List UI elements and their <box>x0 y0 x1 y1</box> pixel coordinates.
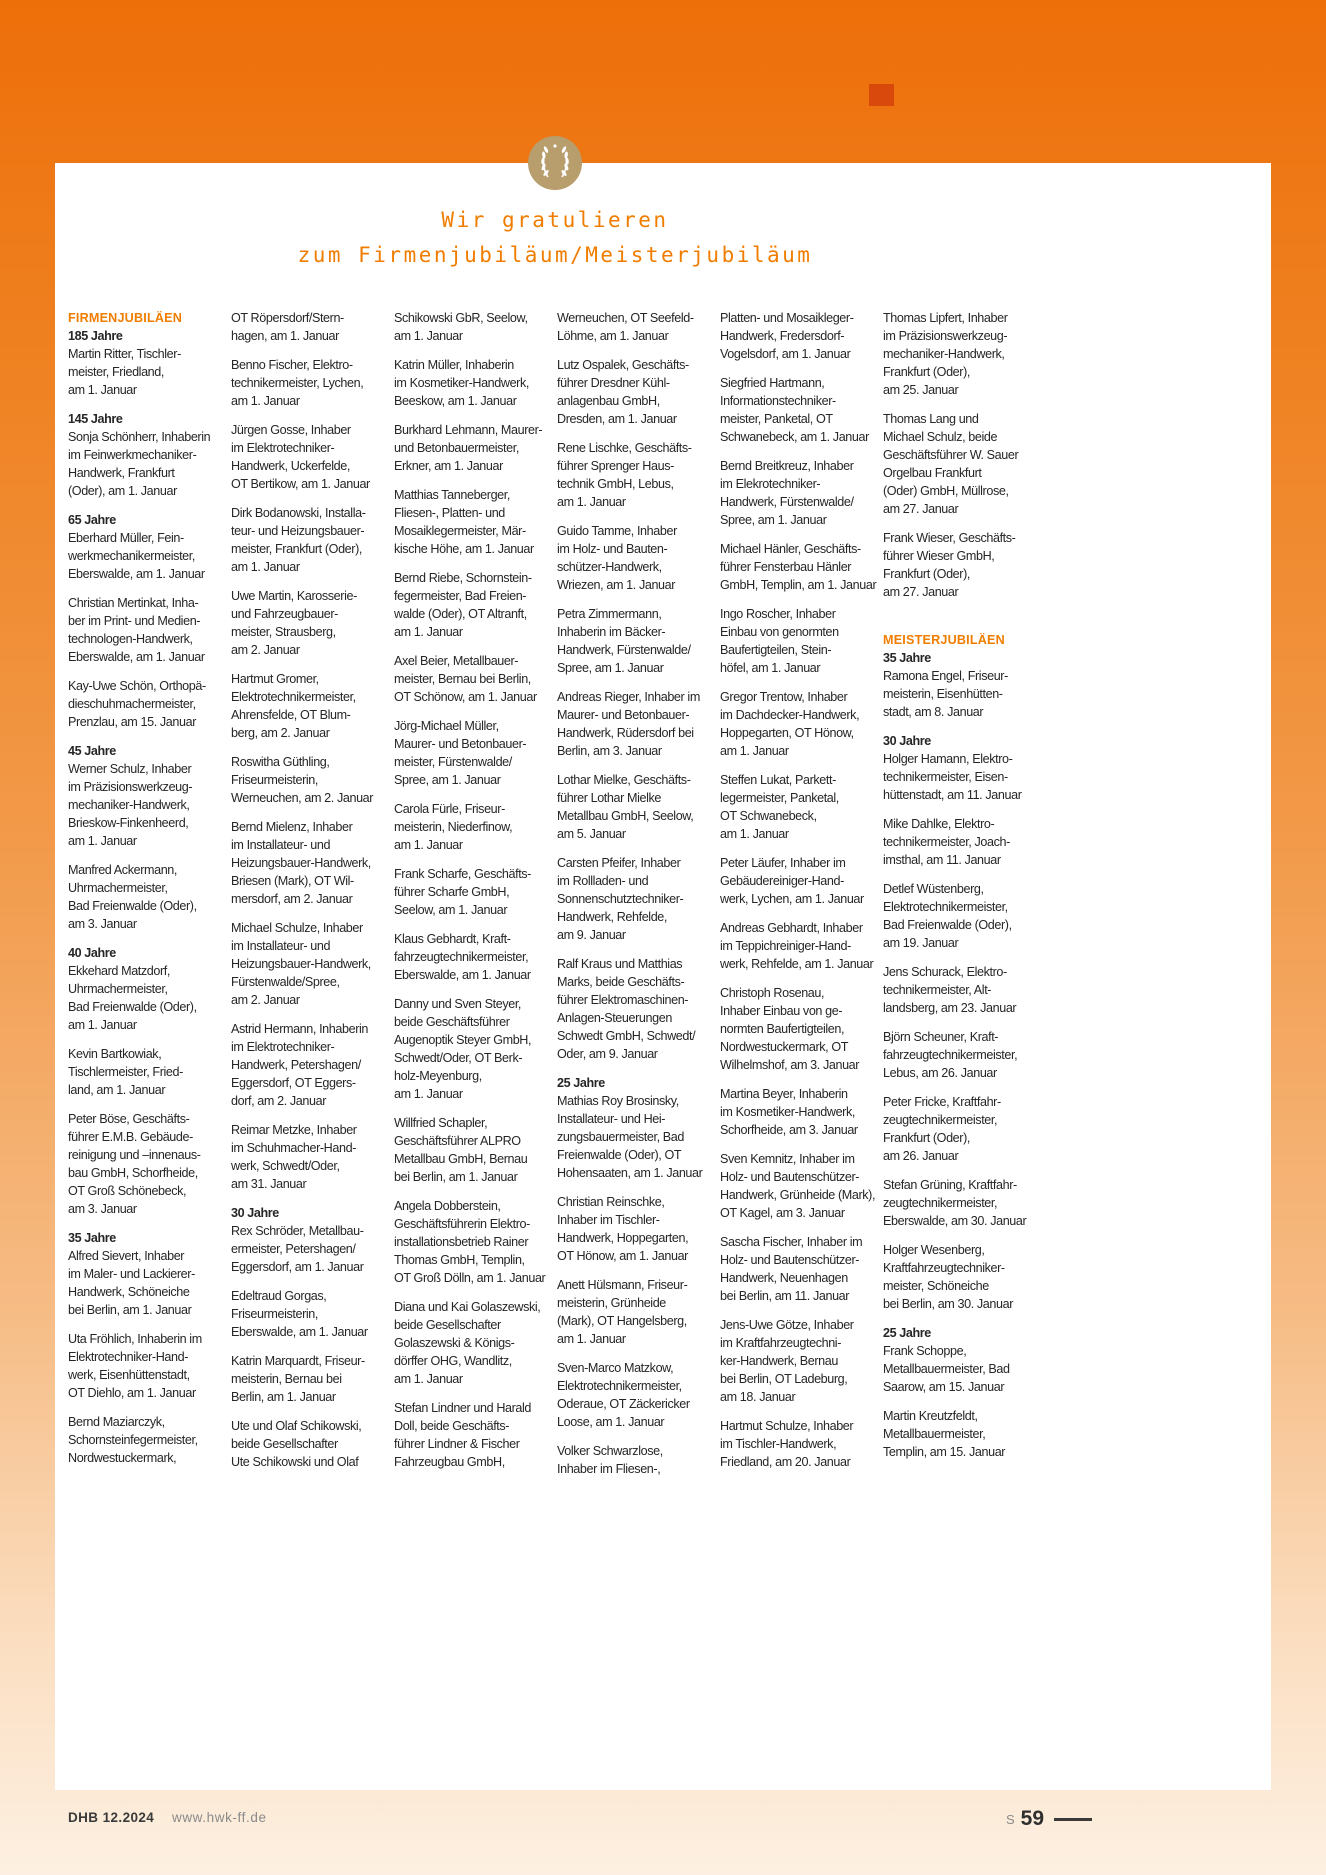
jubilee-entry: Holger Hamann, Elektro- technikermeister, Eisen- hüttenstadt, am 11. Januar <box>883 752 1022 802</box>
jubilee-entry: OT Röpersdorf/Stern- hagen, am 1. Januar <box>231 311 344 343</box>
jubilee-entry: Ekkehard Matzdorf, Uhrmachermeister, Bad Freienwalde (Oder), am 1. Januar <box>68 964 197 1032</box>
jubilee-entry: Frank Schoppe, Metallbauermeister, Bad Saarow, am 15. Januar <box>883 1344 1010 1394</box>
text-column <box>557 309 703 1489</box>
jubilee-entry: Peter Läufer, Inhaber im Gebäudereiniger-Hand- werk, Lychen, am 1. Januar <box>720 856 864 906</box>
jubilee-columns <box>68 309 1042 1489</box>
jubilee-entry: Detlef Wüstenberg, Elektrotechnikermeister, Bad Freienwalde (Oder), am 19. Januar <box>883 882 1012 950</box>
years-header: 25 Jahre <box>883 1326 931 1340</box>
jubilee-entry: Uwe Martin, Karosserie- und Fahrzeugbauer- meister, Strausberg, am 2. Januar <box>231 589 357 657</box>
magazine-issue: DHB 12.2024 <box>68 1810 155 1825</box>
jubilee-entry: Guido Tamme, Inhaber im Holz- und Bauten- schützer-Handwerk, Wriezen, am 1. Januar <box>557 524 677 592</box>
jubilee-entry: Uta Fröhlich, Inhaberin im Elektrotechniker-Hand- werk, Eisenhüttenstadt, OT Diehlo, am 1. Januar <box>68 1332 202 1400</box>
section-header: FIRMENJUBILÄEN <box>68 311 183 325</box>
text-column <box>720 309 877 1489</box>
jubilee-entry: Carsten Pfeifer, Inhaber im Rollladen- und Sonnenschutztechniker- Handwerk, Rehfelde, am 9. Januar <box>557 856 684 942</box>
jubilee-entry: Siegfried Hartmann, Informationstechniker- meister, Panketal, OT Schwanebeck, am 1. Januar <box>720 376 869 444</box>
jubilee-entry: Mathias Roy Brosinsky, Installateur- und Hei- zungsbauermeister, Bad Freienwalde (Oder), OT Hohensaaten, am 1. Januar <box>557 1094 703 1180</box>
jubilee-entry: Lutz Ospalek, Geschäfts- führer Dresdner Kühl- anlagenbau GmbH, Dresden, am 1. Januar <box>557 358 689 426</box>
jubilee-entry: Ramona Engel, Friseur- meisterin, Eisenhütten- stadt, am 8. Januar <box>883 669 1008 719</box>
jubilee-entry: Katrin Marquardt, Friseur- meisterin, Bernau bei Berlin, am 1. Januar <box>231 1354 365 1404</box>
years-header: 45 Jahre <box>68 744 116 758</box>
jubilee-entry: Katrin Müller, Inhaberin im Kosmetiker-Handwerk, Beeskow, am 1. Januar <box>394 358 529 408</box>
text-column <box>394 309 546 1489</box>
jubilee-entry: Stefan Grüning, Kraftfahr- zeugtechnikermeister, Eberswalde, am 30. Januar <box>883 1178 1027 1228</box>
jubilee-entry: Jörg-Michael Müller, Maurer- und Betonbauer- meister, Fürstenwalde/ Spree, am 1. Januar <box>394 719 527 787</box>
text-column <box>68 309 214 1489</box>
jubilee-entry: Burkhard Lehmann, Maurer- und Betonbauermeister, Erkner, am 1. Januar <box>394 423 543 473</box>
jubilee-entry: Manfred Ackermann, Uhrmachermeister, Bad Freienwalde (Oder), am 3. Januar <box>68 863 197 931</box>
laurel-wreath-icon <box>528 136 582 190</box>
title-line-2: zum Firmenjubiläum/Meisterjubiläum <box>297 243 813 267</box>
jubilee-entry: Werner Schulz, Inhaber im Präzisionswerkzeug- mechaniker-Handwerk, Brieskow-Finkenheerd, am 1. Januar <box>68 762 193 848</box>
years-header: 40 Jahre <box>68 946 116 960</box>
jubilee-entry: Alfred Sievert, Inhaber im Maler- und Lackierer- Handwerk, Schöneiche bei Berlin, am 1. Januar <box>68 1249 195 1317</box>
jubilee-entry: Martin Kreutzfeldt, Metallbauermeister, Templin, am 15. Januar <box>883 1409 1006 1459</box>
jubilee-entry: Bernd Maziarczyk, Schornsteinfegermeister, Nordwestuckermark, <box>68 1415 198 1465</box>
jubilee-entry: Werneuchen, OT Seefeld- Löhme, am 1. Januar <box>557 311 694 343</box>
jubilee-entry: Matthias Tanneberger, Fliesen-, Platten- und Mosaiklegermeister, Mär- kische Höhe, am 1. Januar <box>394 488 534 556</box>
jubilee-entry: Björn Scheuner, Kraft- fahrzeugtechnikermeister, Lebus, am 26. Januar <box>883 1030 1018 1080</box>
jubilee-entry: Ingo Roscher, Inhaber Einbau von genormten Baufertigteilen, Stein- höfel, am 1. Januar <box>720 607 839 675</box>
card-content <box>55 203 1042 1489</box>
jubilee-entry: Kay-Uwe Schön, Orthopä- dieschuhmachermeister, Prenzlau, am 15. Januar <box>68 679 206 729</box>
jubilee-entry: Sascha Fischer, Inhaber im Holz- und Bautenschützer- Handwerk, Neuenhagen bei Berlin, am 11. Januar <box>720 1235 863 1303</box>
jubilee-entry: Dirk Bodanowski, Installa- teur- und Heizungsbauer- meister, Frankfurt (Oder), am 1. Januar <box>231 506 366 574</box>
jubilee-entry: Schikowski GbR, Seelow, am 1. Januar <box>394 311 528 343</box>
corner-marker <box>869 84 894 106</box>
jubilee-entry: Rene Lischke, Geschäfts- führer Sprenger Haus- technik GmbH, Lebus, am 1. Januar <box>557 441 692 509</box>
jubilee-entry: Willfried Schapler, Geschäftsführer ALPRO Metallbau GmbH, Bernau bei Berlin, am 1. Januar <box>394 1116 528 1184</box>
jubilee-entry: Sven-Marco Matzkow, Elektrotechnikermeister, Oderaue, OT Zäckericker Loose, am 1. Januar <box>557 1361 690 1429</box>
jubilee-entry: Astrid Hermann, Inhaberin im Elektrotechniker- Handwerk, Petershagen/ Eggersdorf, OT Eggers- dorf, am 2. Januar <box>231 1022 368 1108</box>
website-url: www.hwk-ff.de <box>171 1810 267 1825</box>
jubilee-entry: Eberhard Müller, Fein- werkmechanikermeister, Eberswalde, am 1. Januar <box>68 531 205 581</box>
jubilee-entry: Danny und Sven Steyer, beide Geschäftsführer Augenoptik Steyer GmbH, Schwedt/Oder, OT Berk- holz-Meyenburg, am 1. Januar <box>394 997 532 1101</box>
section-header: MEISTERJUBILÄEN <box>883 633 1005 647</box>
jubilee-entry: Bernd Breitkreuz, Inhaber im Elekrotechniker- Handwerk, Fürstenwalde/ Spree, am 1. Januar <box>720 459 854 527</box>
jubilee-entry: Axel Beier, Metallbauer- meister, Bernau bei Berlin, OT Schönow, am 1. Januar <box>394 654 537 704</box>
footer-right <box>1006 1802 1092 1836</box>
jubilee-entry: Frank Scharfe, Geschäfts- führer Scharfe GmbH, Seelow, am 1. Januar <box>394 867 531 917</box>
jubilee-entry: Holger Wesenberg, Kraftfahrzeugtechniker- meister, Schöneiche bei Berlin, am 30. Januar <box>883 1243 1014 1311</box>
years-header: 65 Jahre <box>68 513 116 527</box>
jubilee-entry: Jens Schurack, Elektro- technikermeister, Alt- landsberg, am 23. Januar <box>883 965 1017 1015</box>
jubilee-entry: Thomas Lipfert, Inhaber im Präzisionswerkzeug- mechaniker-Handwerk, Frankfurt (Oder), am 25. Januar <box>883 311 1008 397</box>
jubilee-entry: Martin Ritter, Tischler- meister, Friedland, am 1. Januar <box>68 347 181 397</box>
page-number: 59 <box>1020 1807 1045 1830</box>
jubilee-entry: Benno Fischer, Elektro- technikermeister, Lychen, am 1. Januar <box>231 358 364 408</box>
footer-rule <box>1054 1818 1092 1821</box>
years-header: 145 Jahre <box>68 412 123 426</box>
content-card <box>55 163 1271 1790</box>
jubilee-entry: Thomas Lang und Michael Schulz, beide Geschäftsführer W. Sauer Orgelbau Frankfurt (Oder) GmbH, Müllrose, am 27. Januar <box>883 412 1019 516</box>
years-header: 35 Jahre <box>883 651 931 665</box>
jubilee-entry: Volker Schwarzlose, Inhaber im Fliesen-, <box>557 1444 663 1476</box>
jubilee-entry: Hartmut Gromer, Elektrotechnikermeister, Ahrensfelde, OT Blum- berg, am 2. Januar <box>231 672 356 740</box>
jubilee-entry: Carola Fürle, Friseur- meisterin, Niederfinow, am 1. Januar <box>394 802 513 852</box>
jubilee-entry: Christian Reinschke, Inhaber im Tischler- Handwerk, Hoppegarten, OT Hönow, am 1. Januar <box>557 1195 689 1263</box>
jubilee-entry: Edeltraud Gorgas, Friseurmeisterin, Eberswalde, am 1. Januar <box>231 1289 368 1339</box>
text-column <box>883 309 1029 1489</box>
page-title <box>68 203 1042 273</box>
jubilee-entry: Mike Dahlke, Elektro- technikermeister, Joach- imsthal, am 11. Januar <box>883 817 1010 867</box>
jubilee-entry: Ralf Kraus und Matthias Marks, beide Geschäfts- führer Elektromaschinen- Anlagen-Steuerungen Schwedt GmbH, Schwedt/ Oder, am 9. Januar <box>557 957 696 1061</box>
jubilee-entry: Bernd Riebe, Schornstein- fegermeister, Bad Freien- walde (Oder), OT Altranft, am 1. Januar <box>394 571 532 639</box>
years-header: 35 Jahre <box>68 1231 116 1245</box>
jubilee-entry: Christian Mertinkat, Inha- ber im Print- und Medien- technologen-Handwerk, Eberswalde, am 1. Januar <box>68 596 205 664</box>
jubilee-entry: Andreas Rieger, Inhaber im Maurer- und Betonbauer- Handwerk, Rüdersdorf bei Berlin, am 3. Januar <box>557 690 700 758</box>
text-column <box>231 309 377 1489</box>
jubilee-entry: Sonja Schönherr, Inhaberin im Feinwerkmechaniker- Handwerk, Frankfurt (Oder), am 1. Januar <box>68 430 211 498</box>
jubilee-entry: Andreas Gebhardt, Inhaber im Teppichreiniger-Hand- werk, Rehfelde, am 1. Januar <box>720 921 874 971</box>
jubilee-entry: Stefan Lindner und Harald Doll, beide Geschäfts- führer Lindner & Fischer Fahrzeugbau GmbH, <box>394 1401 532 1469</box>
jubilee-entry: Platten- und Mosaikleger- Handwerk, Fredersdorf- Vogelsdorf, am 1. Januar <box>720 311 854 361</box>
jubilee-entry: Kevin Bartkowiak, Tischlermeister, Fried- land, am 1. Januar <box>68 1047 183 1097</box>
jubilee-entry: Michael Hänler, Geschäfts- führer Fensterbau Hänler GmbH, Templin, am 1. Januar <box>720 542 877 592</box>
jubilee-entry: Hartmut Schulze, Inhaber im Tischler-Handwerk, Friedland, am 20. Januar <box>720 1419 854 1469</box>
page-footer <box>68 1802 1108 1836</box>
jubilee-entry: Sven Kemnitz, Inhaber im Holz- und Bautenschützer- Handwerk, Grünheide (Mark), OT Kagel, am 3. Januar <box>720 1152 876 1220</box>
jubilee-entry: Michael Schulze, Inhaber im Installateur- und Heizungsbauer-Handwerk, Fürstenwalde/Spree, am 2. Januar <box>231 921 371 1007</box>
page-prefix: S <box>1006 1811 1015 1827</box>
jubilee-entry: Lothar Mielke, Geschäfts- führer Lothar Mielke Metallbau GmbH, Seelow, am 5. Januar <box>557 773 694 841</box>
jubilee-entry: Peter Böse, Geschäfts- führer E.M.B. Gebäude- reinigung und –innenaus- bau GmbH, Schorfheide, OT Groß Schönebeck, am 3. Januar <box>68 1112 201 1216</box>
years-header: 185 Jahre <box>68 329 123 343</box>
jubilee-entry: Angela Dobberstein, Geschäftsführerin Elektro- installationsbetrieb Rainer Thomas GmbH, Templin, OT Groß Dölln, am 1. Januar <box>394 1199 546 1285</box>
jubilee-entry: Peter Fricke, Kraftfahr- zeugtechnikermeister, Frankfurt (Oder), am 26. Januar <box>883 1095 1001 1163</box>
title-line-1: Wir gratulieren <box>441 208 669 232</box>
jubilee-entry: Rex Schröder, Metallbau- ermeister, Petershagen/ Eggersdorf, am 1. Januar <box>231 1224 364 1274</box>
years-header: 25 Jahre <box>557 1076 605 1090</box>
jubilee-entry: Anett Hülsmann, Friseur- meisterin, Grünheide (Mark), OT Hangelsberg, am 1. Januar <box>557 1278 688 1346</box>
jubilee-entry: Steffen Lukat, Parkett- legermeister, Panketal, OT Schwanebeck, am 1. Januar <box>720 773 839 841</box>
jubilee-entry: Klaus Gebhardt, Kraft- fahrzeugtechnikermeister, Eberswalde, am 1. Januar <box>394 932 531 982</box>
jubilee-entry: Gregor Trentow, Inhaber im Dachdecker-Handwerk, Hoppegarten, OT Hönow, am 1. Januar <box>720 690 860 758</box>
years-header: 30 Jahre <box>883 734 931 748</box>
jubilee-entry: Roswitha Güthling, Friseurmeisterin, Werneuchen, am 2. Januar <box>231 755 374 805</box>
jubilee-entry: Jens-Uwe Götze, Inhaber im Kraftfahrzeugtechni- ker-Handwerk, Bernau bei Berlin, OT Ladeburg, am 18. Januar <box>720 1318 854 1404</box>
years-header: 30 Jahre <box>231 1206 279 1220</box>
jubilee-entry: Frank Wieser, Geschäfts- führer Wieser GmbH, Frankfurt (Oder), am 27. Januar <box>883 531 1016 599</box>
jubilee-entry: Diana und Kai Golaszewski, beide Gesellschafter Golaszewski & Königs- dörffer OHG, Wandlitz, am 1. Januar <box>394 1300 541 1386</box>
footer-left <box>68 1810 267 1825</box>
jubilee-entry: Petra Zimmermann, Inhaberin im Bäcker- Handwerk, Fürstenwalde/ Spree, am 1. Januar <box>557 607 691 675</box>
jubilee-entry: Ute und Olaf Schikowski, beide Gesellschafter Ute Schikowski und Olaf <box>231 1419 362 1469</box>
jubilee-entry: Christoph Rosenau, Inhaber Einbau von ge- normten Baufertigteilen, Nordwestuckermark, OT Wilhelmshof, am 3. Januar <box>720 986 860 1072</box>
jubilee-entry: Reimar Metzke, Inhaber im Schuhmacher-Hand- werk, Schwedt/Oder, am 31. Januar <box>231 1123 357 1191</box>
jubilee-entry: Bernd Mielenz, Inhaber im Installateur- und Heizungsbauer-Handwerk, Briesen (Mark), OT Wil- mersdorf, am 2. Januar <box>231 820 371 906</box>
jubilee-entry: Martina Beyer, Inhaberin im Kosmetiker-Handwerk, Schorfheide, am 3. Januar <box>720 1087 858 1137</box>
jubilee-entry: Jürgen Gosse, Inhaber im Elektrotechniker- Handwerk, Uckerfelde, OT Bertikow, am 1. Januar <box>231 423 370 491</box>
